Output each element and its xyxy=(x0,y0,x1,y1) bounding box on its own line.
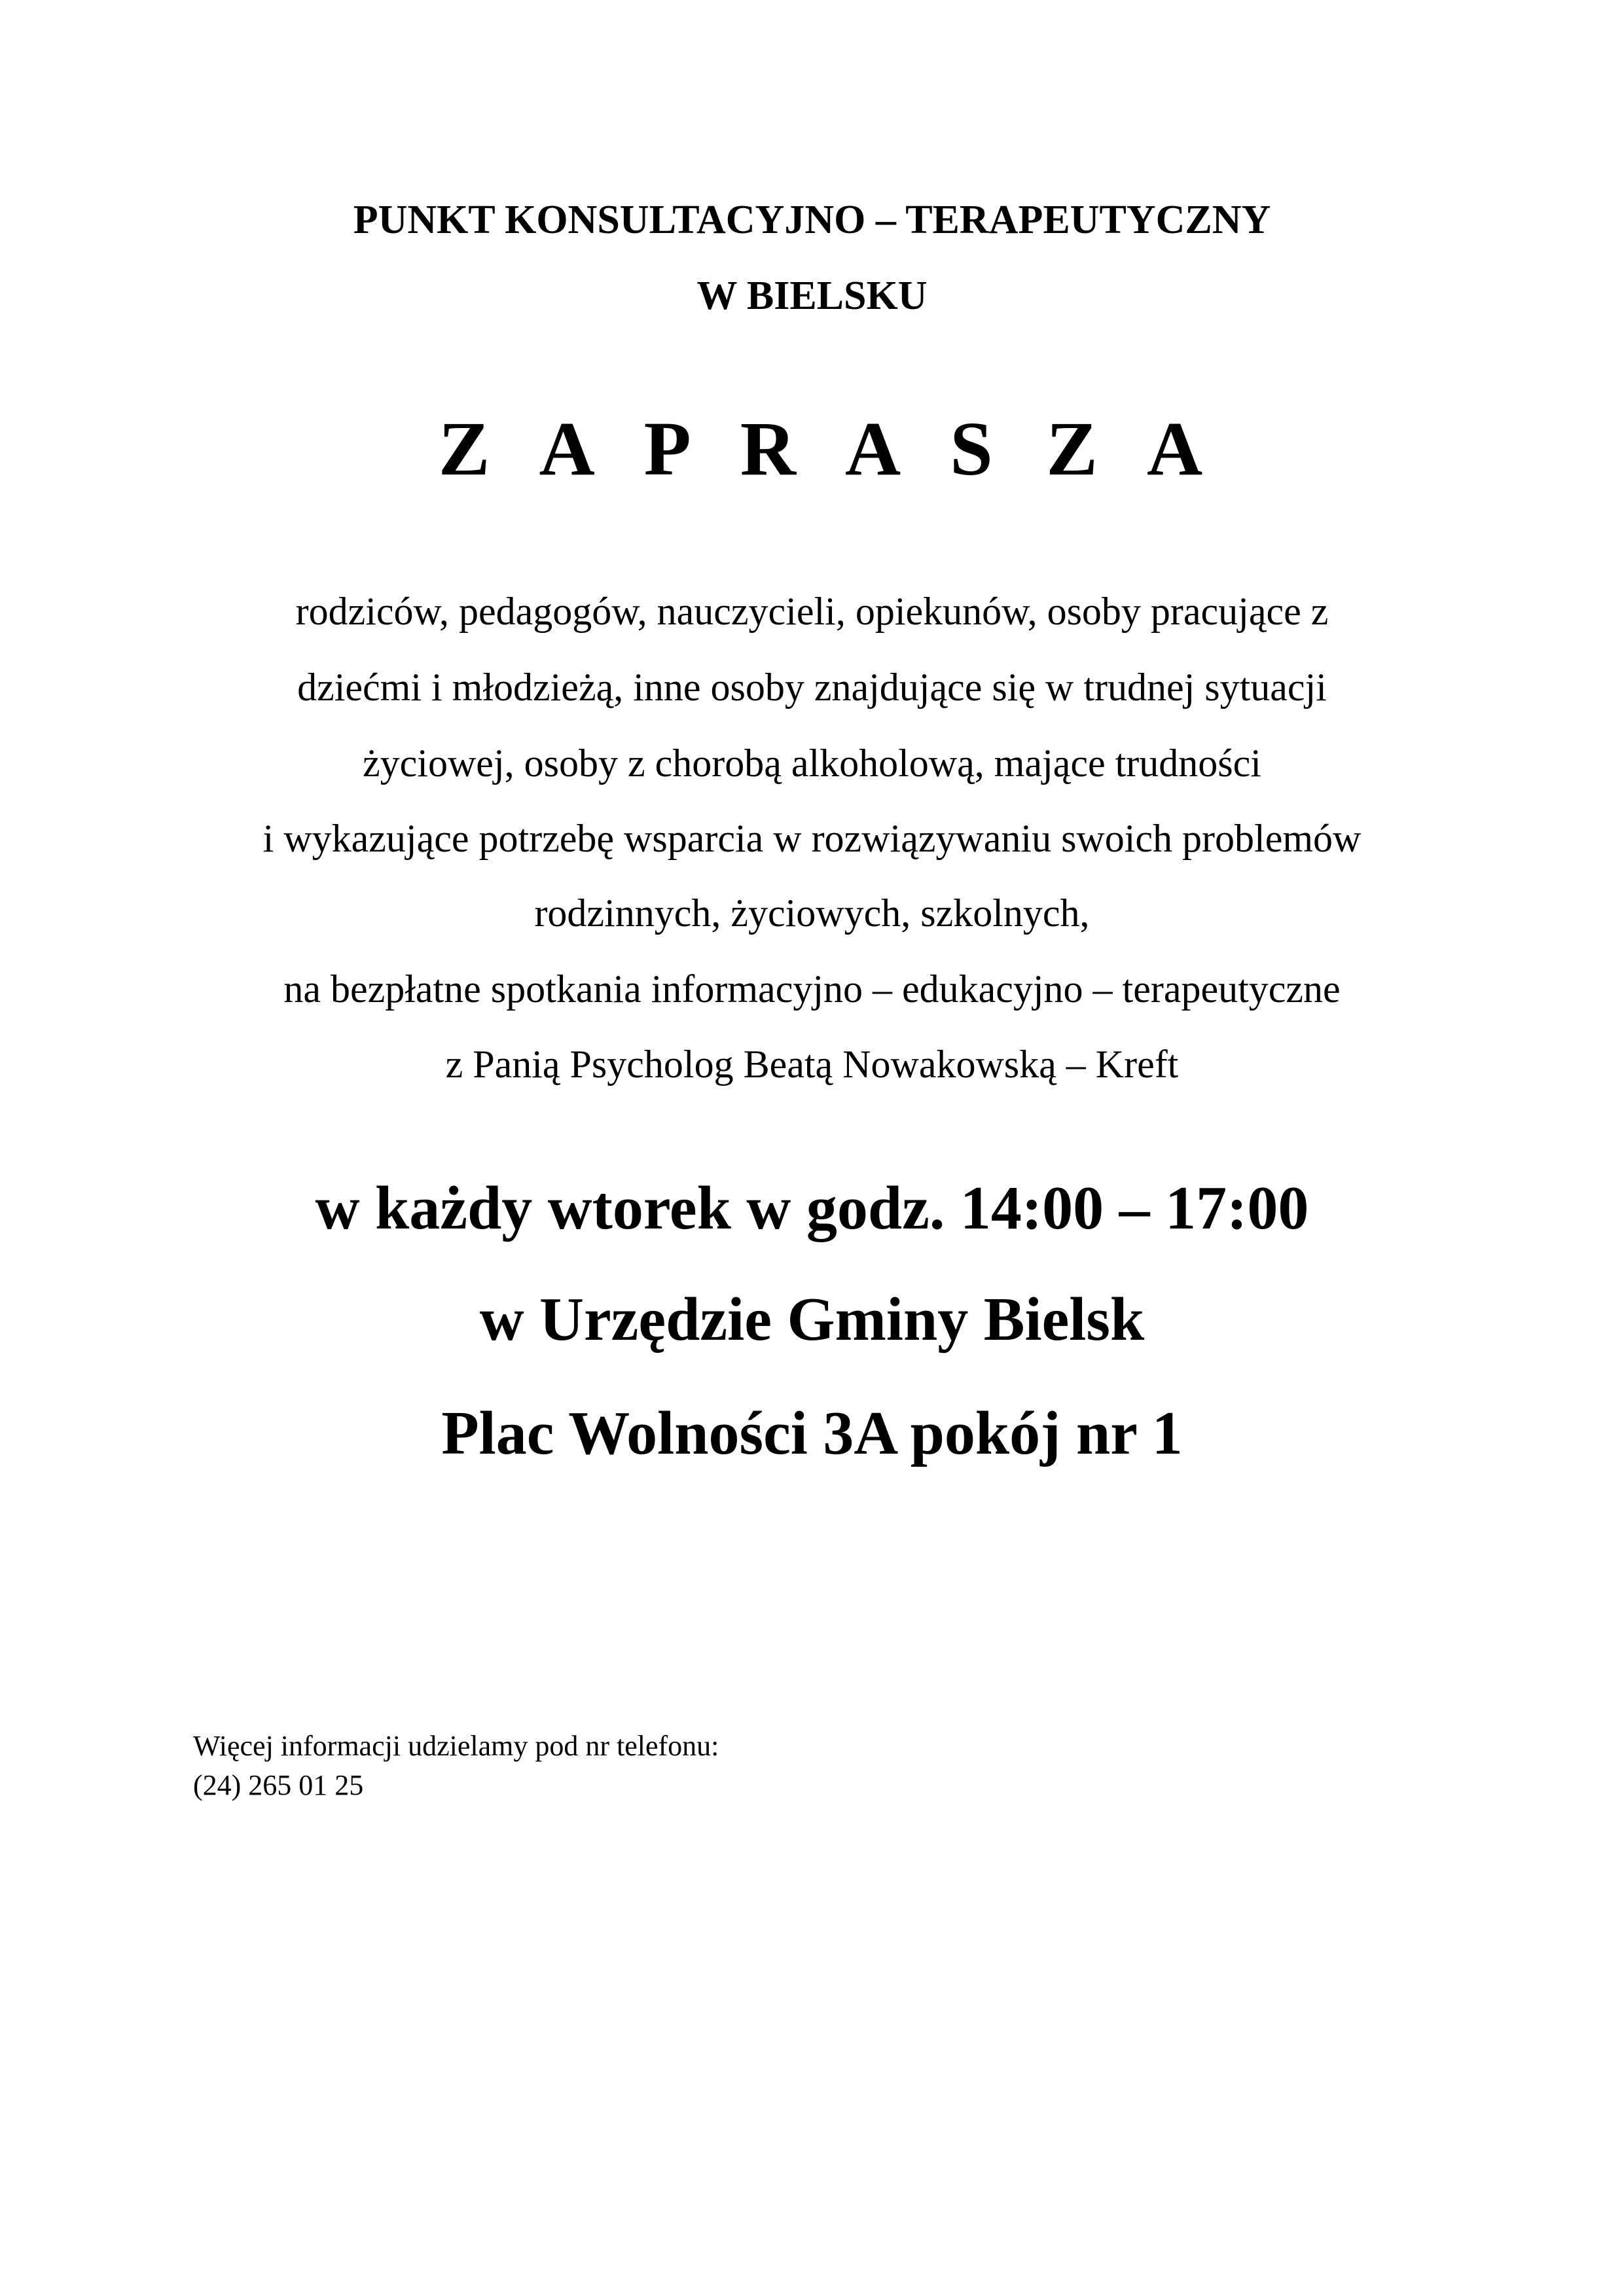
address-line: Plac Wolności 3A pokój nr 1 xyxy=(441,1399,1183,1467)
body-line: z Panią Psycholog Beatą Nowakowską – Kreft xyxy=(445,1043,1179,1086)
footer-info: Więcej informacji udzielamy pod nr telefonu: xyxy=(193,1730,719,1762)
body-line: dziećmi i młodzieżą, inne osoby znajdujące się w trudnej sytuacji xyxy=(297,666,1327,709)
schedule-line: w każdy wtorek w godz. 14:00 – 17:00 xyxy=(315,1174,1309,1242)
footer-phone: (24) 265 01 25 xyxy=(193,1769,364,1801)
place-line: w Urzędzie Gminy Bielsk xyxy=(479,1285,1145,1354)
body-line: i wykazujące potrzebę wsparcia w rozwiązywaniu swoich problemów xyxy=(262,817,1362,860)
body-line: rodziców, pedagogów, nauczycieli, opiekunów, osoby pracujące z xyxy=(295,590,1329,633)
body-line: na bezpłatne spotkania informacyjno – edukacyjno – terapeutyczne xyxy=(283,967,1341,1011)
header-subtitle: W BIELSKU xyxy=(696,274,928,318)
body-line: rodzinnych, życiowych, szkolnych, xyxy=(534,891,1090,935)
invite-heading: Z A P R A S Z A xyxy=(438,406,1220,492)
header-title: PUNKT KONSULTACYJNO – TERAPEUTYCZNY xyxy=(353,198,1271,242)
body-line: życiowej, osoby z chorobą alkoholową, mające trudności xyxy=(363,742,1261,785)
